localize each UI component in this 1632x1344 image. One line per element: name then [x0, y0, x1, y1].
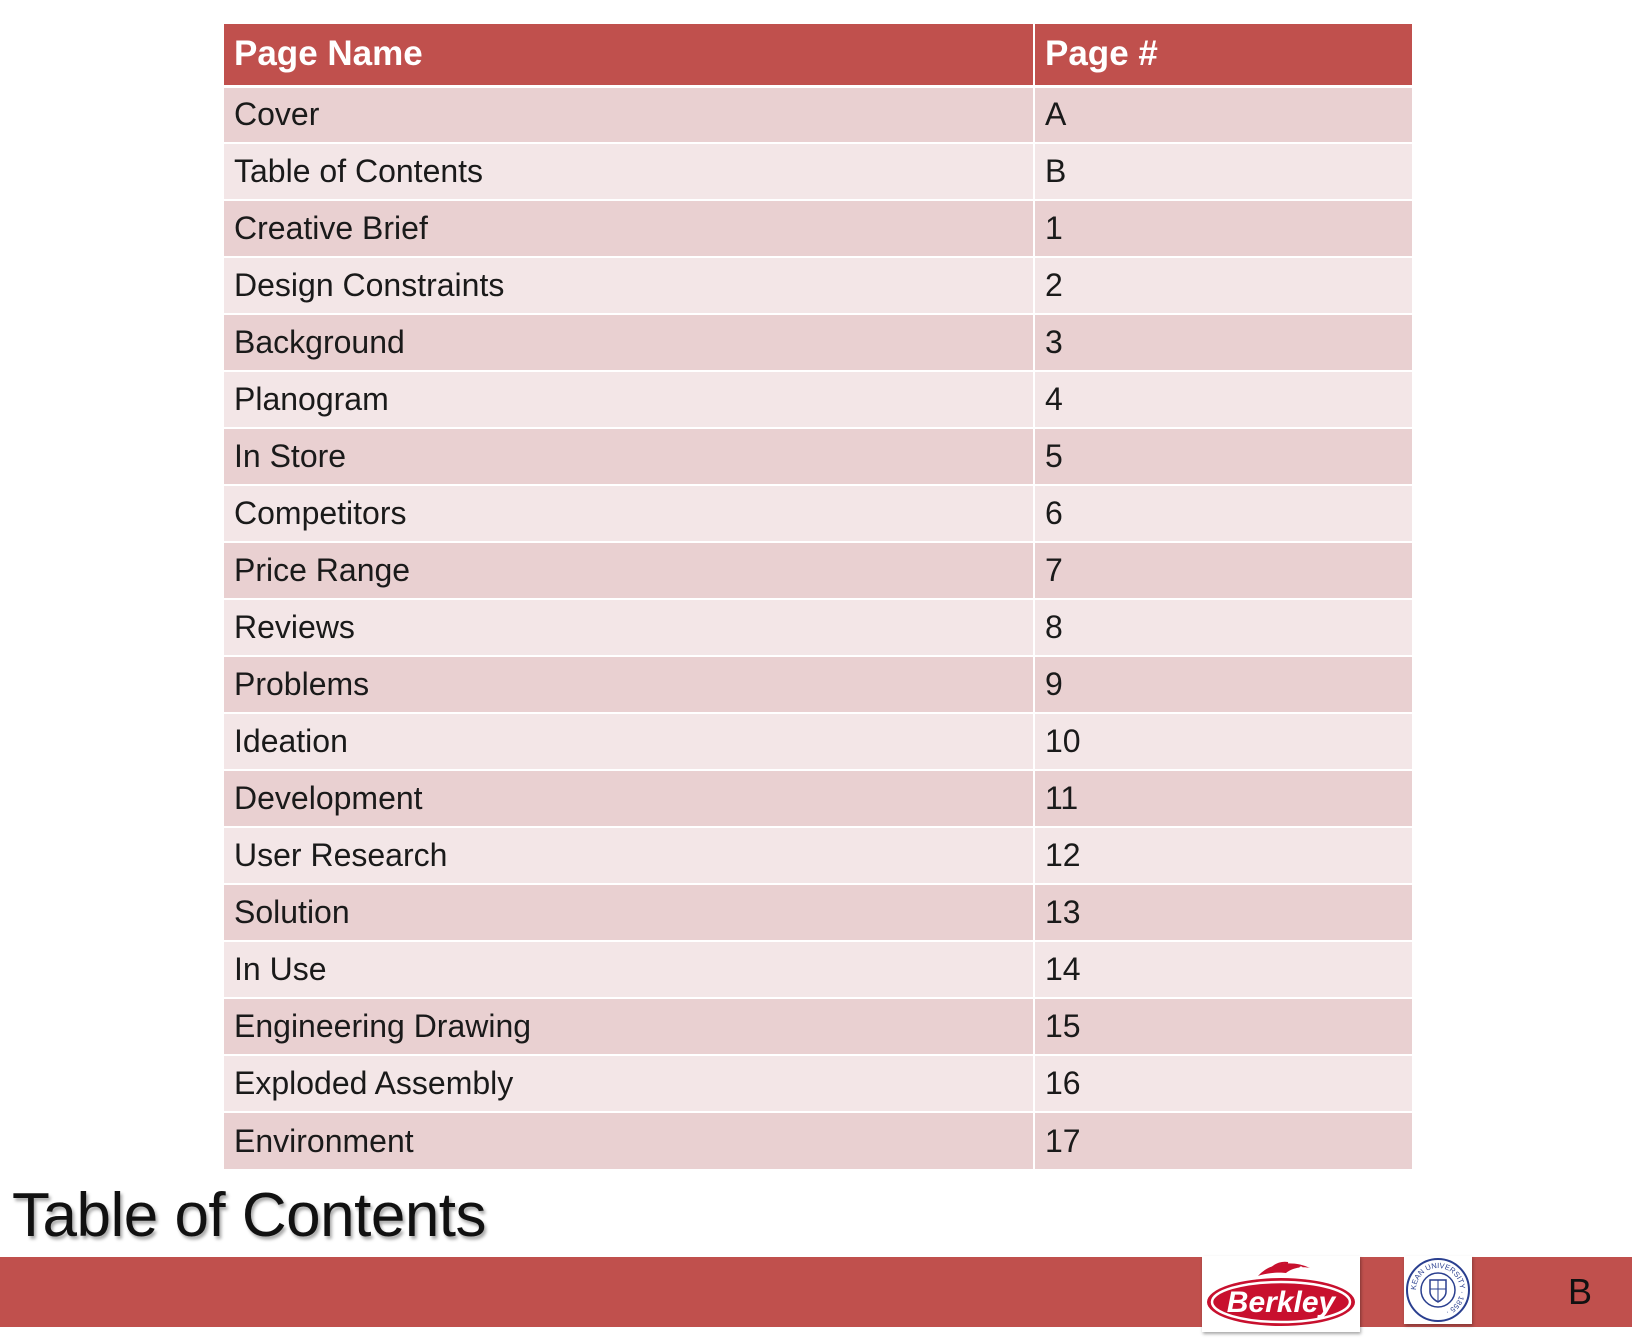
page-number-cell: 17: [1034, 1112, 1412, 1169]
page-number-cell: 4: [1034, 371, 1412, 428]
university-seal: [1404, 1256, 1472, 1324]
toc-table: [224, 24, 1412, 1169]
table-row: [224, 1112, 1412, 1169]
table-row: [224, 1055, 1412, 1112]
page-number-cell: 2: [1034, 257, 1412, 314]
page-number-cell: 12: [1034, 827, 1412, 884]
page-number-cell: 10: [1034, 713, 1412, 770]
seal-ring-text: KEAN UNIVERSITY · 1855 ·: [1408, 1260, 1468, 1318]
page-name-cell: Planogram: [224, 371, 1034, 428]
table-row: [224, 542, 1412, 599]
page-name-cell: Solution: [224, 884, 1034, 941]
page-name-cell: In Use: [224, 941, 1034, 998]
table-row: [224, 143, 1412, 200]
page-number-cell: 16: [1034, 1055, 1412, 1112]
page-name-cell: Cover: [224, 86, 1034, 143]
fish-icon: [1258, 1263, 1310, 1276]
page-name-cell: Design Constraints: [224, 257, 1034, 314]
page-name-cell: Table of Contents: [224, 143, 1034, 200]
table-header-row: [224, 24, 1412, 86]
page-number-cell: 15: [1034, 998, 1412, 1055]
page-number-cell: 11: [1034, 770, 1412, 827]
page-number-cell: B: [1034, 143, 1412, 200]
berkley-logo-graphic: [1202, 1256, 1360, 1332]
page-number-cell: A: [1034, 86, 1412, 143]
page-name-cell: Problems: [224, 656, 1034, 713]
table-row: [224, 200, 1412, 257]
page-number-cell: 13: [1034, 884, 1412, 941]
page-name-cell: In Store: [224, 428, 1034, 485]
table-row: [224, 371, 1412, 428]
berkley-logo: [1202, 1256, 1360, 1332]
page-number-cell: 14: [1034, 941, 1412, 998]
table-row: [224, 599, 1412, 656]
page-name-cell: Competitors: [224, 485, 1034, 542]
page-name-cell: Background: [224, 314, 1034, 371]
table-row: [224, 485, 1412, 542]
table-row: [224, 257, 1412, 314]
table-row: [224, 86, 1412, 143]
page-name-cell: Environment: [224, 1112, 1034, 1169]
page-name-cell: Price Range: [224, 542, 1034, 599]
page-number-cell: 8: [1034, 599, 1412, 656]
page-number-cell: 3: [1034, 314, 1412, 371]
table-row: [224, 314, 1412, 371]
page-name-cell: Engineering Drawing: [224, 998, 1034, 1055]
berkley-logo-text: Berkley: [1226, 1286, 1336, 1319]
page-number-cell: 9: [1034, 656, 1412, 713]
university-seal-graphic: [1404, 1256, 1472, 1324]
table-row: [224, 827, 1412, 884]
table-row: [224, 770, 1412, 827]
page-name-cell: User Research: [224, 827, 1034, 884]
page-number-cell: 6: [1034, 485, 1412, 542]
table-body: [224, 86, 1412, 1169]
column-header-page-number: Page #: [1034, 24, 1412, 86]
table-row: [224, 998, 1412, 1055]
page-number: B: [1568, 1271, 1593, 1312]
page-number-cell: 7: [1034, 542, 1412, 599]
column-header-page-name: Page Name: [224, 24, 1034, 86]
page-number-cell: 1: [1034, 200, 1412, 257]
table-row: [224, 428, 1412, 485]
shield-icon: [1430, 1280, 1446, 1302]
page-number-cell: 5: [1034, 428, 1412, 485]
page-name-cell: Exploded Assembly: [224, 1055, 1034, 1112]
footer-bar: [0, 1257, 1632, 1327]
table-row: [224, 941, 1412, 998]
page-name-cell: Creative Brief: [224, 200, 1034, 257]
table-row: [224, 656, 1412, 713]
slide-title: Table of Contents: [12, 1181, 487, 1250]
table-row: [224, 713, 1412, 770]
page-name-cell: Development: [224, 770, 1034, 827]
table-row: [224, 884, 1412, 941]
page-name-cell: Ideation: [224, 713, 1034, 770]
page-name-cell: Reviews: [224, 599, 1034, 656]
